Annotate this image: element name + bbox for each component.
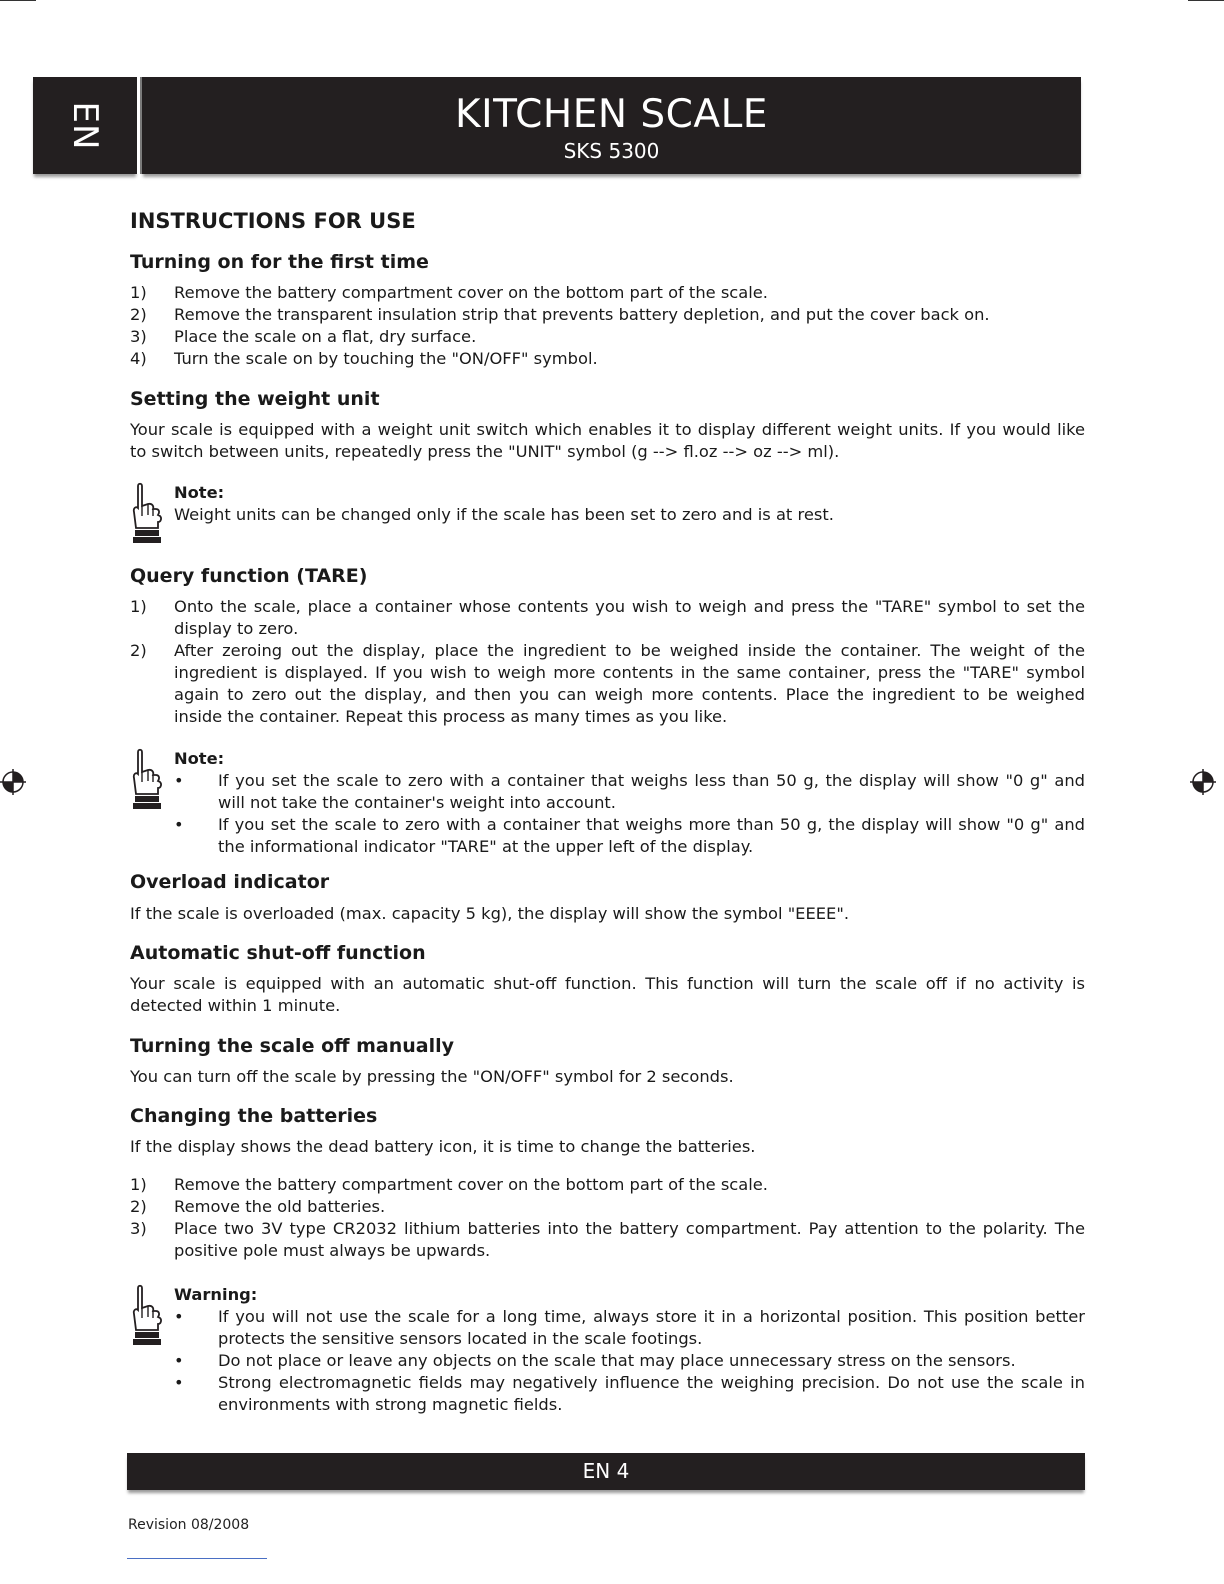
section-heading-overload: Overload indicator xyxy=(130,871,330,893)
list-item: 2) Remove the transparent insulation strip that prevents battery depletion, and put the cover back on. xyxy=(130,305,990,324)
instructions-heading: INSTRUCTIONS FOR USE xyxy=(130,209,416,233)
list-item: • If you set the scale to zero with a container that weighs more than 50 g, the display will show "0 g" and the informational indicator "TARE" at the upper left of the display. xyxy=(174,815,1085,856)
registration-mark-icon xyxy=(1190,769,1216,795)
list-item: 1) Remove the battery compartment cover on the bottom part of the scale. xyxy=(130,283,768,302)
list-item: 3) Place the scale on a flat, dry surface. xyxy=(130,327,477,346)
model-number: SKS 5300 xyxy=(563,139,660,163)
batteries-text: If the display shows the dead battery icon, it is time to change the batteries. xyxy=(130,1137,756,1156)
overload-text: If the scale is overloaded (max. capacity 5 kg), the display will show the symbol "EEEE". xyxy=(130,904,849,923)
page-title: KITCHEN SCALE xyxy=(455,92,768,137)
section-heading-auto-off: Automatic shut-off function xyxy=(130,942,426,964)
list-item: 3) Place two 3V type CR2032 lithium batteries into the battery compartment. Pay attention to the polarity. The positive pole must always be upwards. xyxy=(130,1219,1085,1260)
warning-bullets xyxy=(174,1306,1085,1416)
section-heading-first-time: Turning on for the first time xyxy=(130,251,429,273)
pointing-hand-icon xyxy=(128,482,164,544)
crop-mark xyxy=(0,0,36,1)
battery-steps xyxy=(130,1174,1085,1262)
warning-label: Warning: xyxy=(174,1285,258,1304)
list-item: • If you will not use the scale for a long time, always store it in a horizontal position. This position better protects the sensitive sensors located in the scale footings. xyxy=(174,1307,1085,1348)
registration-mark-icon xyxy=(0,769,26,795)
crop-mark xyxy=(1188,0,1224,1)
note-text: Weight units can be changed only if the scale has been set to zero and is at rest. xyxy=(174,505,834,524)
auto-off-text: Your scale is equipped with an automatic shut-off function. This function will turn the scale off if no activity is detected within 1 minute. xyxy=(130,974,1085,1015)
list-item: 2) Remove the old batteries. xyxy=(130,1197,386,1216)
list-item: • If you set the scale to zero with a container that weighs less than 50 g, the display will show "0 g" and will not take the container's weight into account. xyxy=(174,771,1085,812)
language-label: EN xyxy=(65,101,105,150)
page-number: EN 4 xyxy=(582,1459,630,1483)
pointing-hand-icon xyxy=(128,748,164,810)
first-time-steps xyxy=(130,282,1085,370)
note-bullets xyxy=(174,770,1085,858)
section-heading-manual-off: Turning the scale off manually xyxy=(130,1035,455,1057)
header-bar xyxy=(142,77,1081,174)
list-item: 4) Turn the scale on by touching the "ON/OFF" symbol. xyxy=(130,349,598,368)
tare-steps xyxy=(130,596,1085,728)
revision-label: Revision 08/2008 xyxy=(128,1517,250,1533)
note-label: Note: xyxy=(174,749,225,768)
list-item: • Strong electromagnetic fields may negatively influence the weighing precision. Do not use the scale in environments with strong magnetic fields. xyxy=(174,1373,1085,1414)
list-item: • Do not place or leave any objects on the scale that may place unnecessary stress on the sensors. xyxy=(174,1351,1016,1370)
section-heading-weight-unit: Setting the weight unit xyxy=(130,388,380,410)
list-item: 1) Onto the scale, place a container whose contents you wish to weigh and press the "TARE" symbol to set the display to zero. xyxy=(130,597,1085,638)
language-tab xyxy=(33,77,137,174)
footer-rule xyxy=(127,1558,267,1559)
manual-off-text: You can turn off the scale by pressing the "ON/OFF" symbol for 2 seconds. xyxy=(130,1067,734,1086)
section-heading-batteries: Changing the batteries xyxy=(130,1105,378,1127)
pointing-hand-icon xyxy=(128,1284,164,1346)
list-item: 1) Remove the battery compartment cover on the bottom part of the scale. xyxy=(130,1175,768,1194)
list-item: 2) After zeroing out the display, place the ingredient to be weighed inside the container. The weight of the ingredient is displayed. If you wish to weigh more contents in the same container, press the "TARE" symbol again to zero out the display, and then you can weigh more contents. Place the ingredient to be weighed inside the container. Repeat this process as many times as you like. xyxy=(130,641,1085,726)
note-label: Note: xyxy=(174,483,225,502)
weight-unit-text: Your scale is equipped with a weight unit switch which enables it to display different weight units. If you would like to switch between units, repeatedly press the "UNIT" symbol (g --> fl.oz --> oz --> ml). xyxy=(130,420,1085,461)
footer-bar xyxy=(127,1453,1085,1490)
section-heading-tare: Query function (TARE) xyxy=(130,565,368,587)
